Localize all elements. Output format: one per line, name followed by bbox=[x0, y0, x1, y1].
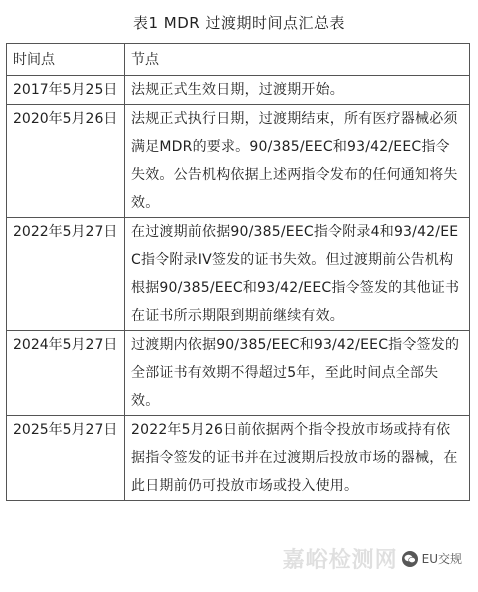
column-header-date: 时间点 bbox=[7, 44, 125, 76]
table-row bbox=[7, 105, 470, 218]
node-cell: 过渡期内依据90/385/EEC和93/42/EEC指令签发的全部证书有效期不得超过5年，至此时间点全部失效。 bbox=[125, 331, 470, 416]
transition-period-table bbox=[6, 43, 470, 501]
wechat-logo-icon bbox=[402, 551, 418, 567]
date-cell: 2020年5月26日 bbox=[7, 105, 125, 218]
watermark bbox=[283, 543, 462, 574]
date-cell: 2022年5月27日 bbox=[7, 218, 125, 331]
date-cell: 2024年5月27日 bbox=[7, 331, 125, 416]
table-row bbox=[7, 416, 470, 501]
node-cell: 法规正式执行日期，过渡期结束，所有医疗器械必须满足MDR的要求。90/385/EEC和93/42/EEC指令失效。公告机构依据上述两指令发布的任何通知将失效。 bbox=[125, 105, 470, 218]
table-row bbox=[7, 76, 470, 105]
date-cell: 2025年5月27日 bbox=[7, 416, 125, 501]
watermark-label: EU交规 bbox=[421, 552, 462, 566]
node-cell: 2022年5月26日前依据两个指令投放市场或持有依据指令签发的证书并在过渡期后投放市场的器械，在此日期前仍可投放市场或投入使用。 bbox=[125, 416, 470, 501]
table-row bbox=[7, 331, 470, 416]
table-header-row bbox=[7, 44, 470, 76]
column-header-node: 节点 bbox=[125, 44, 470, 76]
watermark-ghost-text: 嘉峪检测网 bbox=[282, 548, 398, 573]
date-cell: 2017年5月25日 bbox=[7, 76, 125, 105]
table-row bbox=[7, 218, 470, 331]
table-title: 表1 MDR 过渡期时间点汇总表 bbox=[133, 14, 345, 32]
node-cell: 在过渡期前依据90/385/EEC指令附录4和93/42/EEC指令附录IV签发的证书失效。但过渡期前公告机构根据90/385/EEC和93/42/EEC指令签发的其他证书在证书所示期限到期前继续有效。 bbox=[125, 218, 470, 331]
node-cell: 法规正式生效日期，过渡期开始。 bbox=[125, 76, 470, 105]
